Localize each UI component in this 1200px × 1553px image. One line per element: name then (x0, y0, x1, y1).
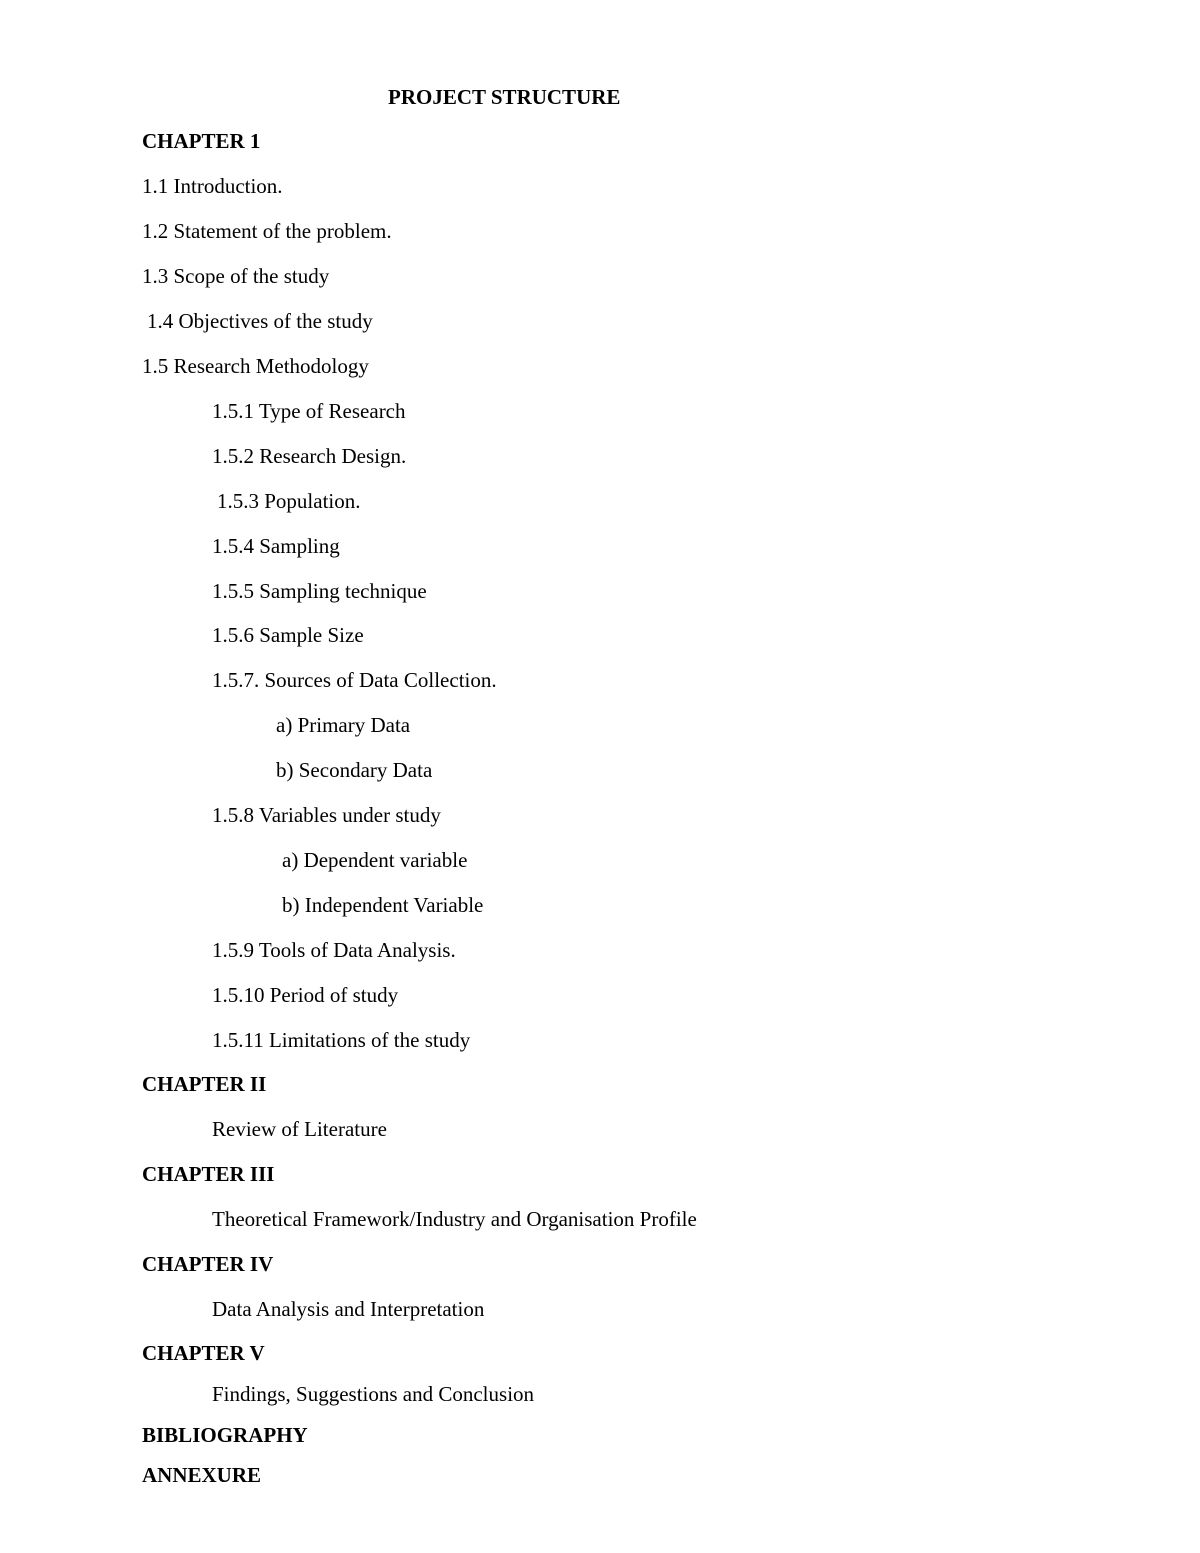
chapter-1-heading: CHAPTER 1 (142, 129, 261, 153)
section-1-5-11: 1.5.11 Limitations of the study (212, 1028, 471, 1052)
section-1-5-6: 1.5.6 Sample Size (212, 623, 364, 647)
annexure-heading: ANNEXURE (142, 1463, 262, 1487)
section-1-5: 1.5 Research Methodology (142, 354, 369, 378)
section-1-5-5: 1.5.5 Sampling technique (212, 579, 427, 603)
section-1-5-1: 1.5.1 Type of Research (212, 399, 406, 423)
section-1-5-3: 1.5.3 Population. (217, 489, 361, 513)
section-1-5-9: 1.5.9 Tools of Data Analysis. (212, 938, 456, 962)
data-source-secondary: b) Secondary Data (276, 758, 433, 782)
data-source-primary: a) Primary Data (276, 713, 411, 737)
chapter-3-content: Theoretical Framework/Industry and Organisation Profile (212, 1207, 697, 1231)
bibliography-heading: BIBLIOGRAPHY (142, 1423, 308, 1447)
section-1-2: 1.2 Statement of the problem. (142, 219, 392, 243)
variable-independent: b) Independent Variable (282, 893, 484, 917)
chapter-4-content: Data Analysis and Interpretation (212, 1297, 485, 1321)
chapter-4-heading: CHAPTER IV (142, 1252, 274, 1276)
chapter-5-content: Findings, Suggestions and Conclusion (212, 1382, 535, 1406)
section-1-5-8: 1.5.8 Variables under study (212, 803, 441, 827)
chapter-2-heading: CHAPTER II (142, 1072, 267, 1096)
section-1-5-10: 1.5.10 Period of study (212, 983, 399, 1007)
section-1-3: 1.3 Scope of the study (142, 264, 330, 288)
section-1-5-2: 1.5.2 Research Design. (212, 444, 407, 468)
section-1-5-7: 1.5.7. Sources of Data Collection. (212, 668, 497, 692)
chapter-2-content: Review of Literature (212, 1117, 387, 1141)
section-1-5-4: 1.5.4 Sampling (212, 534, 340, 558)
chapter-5-heading: CHAPTER V (142, 1341, 265, 1365)
section-1-4: 1.4 Objectives of the study (147, 309, 373, 333)
chapter-3-heading: CHAPTER III (142, 1162, 275, 1186)
variable-dependent: a) Dependent variable (282, 848, 468, 872)
section-1-1: 1.1 Introduction. (142, 174, 283, 198)
page-title: PROJECT STRUCTURE (388, 85, 621, 109)
